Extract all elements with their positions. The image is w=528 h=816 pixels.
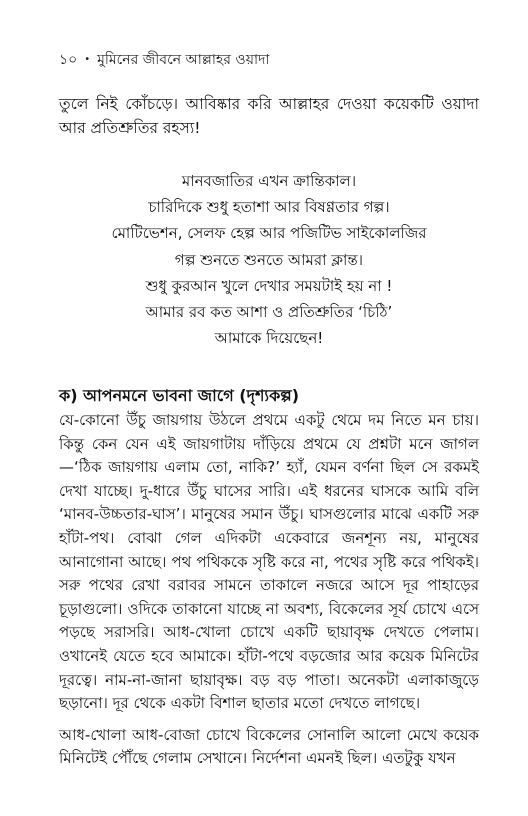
poem-line: আমার রব কত আশা ও প্রতিশ্রুতির ‘চিঠি’ — [145, 303, 393, 322]
page-number: ১০ — [59, 52, 78, 68]
poem-line: চারিদিকে শুধু হতাশা আর বিষণ্ণতার গল্প। — [148, 198, 390, 217]
poem-line: আমাকে দিয়েছেন! — [214, 329, 324, 348]
section-body — [59, 409, 479, 779]
poem-line: মোটিভেশন, সেলফ হেল্প আর পজিটিভ সাইকোলজির — [111, 224, 427, 243]
running-header — [59, 50, 479, 70]
intro-paragraph: তুলে নিই কোঁচড়ে। আবিষ্কার করি আল্লাহর দেওয়া কয়েকটি ওয়াদা আর প্রতিশ্রুতির রহস্য! — [59, 95, 479, 137]
poem-block — [59, 168, 479, 351]
poem-line: শুধু কুরআন খুলে দেখার সময়টাই হয় না ! — [145, 276, 393, 295]
section-heading: ক) আপনমনে ভাবনা জাগে (দৃশ্যকল্প) — [59, 386, 300, 405]
poem-line: গল্প শুনতে শুনতে আমরা ক্লান্ত। — [174, 250, 364, 269]
body-paragraph: যে-কোনো উঁচু জায়গায় উঠলে প্রথমে একটু থেমে দম নিতে মন চায়। কিন্তু কেন যেন এই জায়গাটায় দাঁড়িয়ে প্রথমে যে প্রশ্নটা মনে জাগল—‘ঠিক জায়গায় এলাম তো, নাকি?’ হ্যাঁ, যেমন বর্ণনা ছিল সে রকমই দেখা যাচ্ছে। দু-ধারে উঁচু ঘাসের সারি। এই ধরনের ঘাসকে আমি বলি ‘মানব-উচ্চতার-ঘাস’। মানুষের সমান উঁচু। ঘাসগুলোর মাঝে একটি সরু হাঁটা-পথ। বোঝা গেল এদিকটা একেবারে জনশূন্য নয়, মানুষের আনাগোনা আছে। পথ পথিককে সৃষ্টি করে না, পথের সৃষ্টি করে পথিকই। সরু পথের রেখা বরাবর সামনে তাকালে নজরে আসে দূর পাহাড়ের চূড়াগুলো। ওদিকে তাকানো যাচ্ছে না অবশ্য, বিকেলের সূর্য চোখে এসে পড়ছে সরাসরি। আধ-খোলা চোখে একটি ছায়াবৃক্ষ দেখতে পেলাম। ওখানেই যেতে হবে আমাকে। হাঁটা-পথে বড়জোর আর কয়েক মিনিটের দূরত্বে। নাম-না-জানা ছায়াবৃক্ষ। বড় বড় পাতা। অনেকটা এলাকাজুড়ে ছড়ানো। দূর থেকে একটা বিশাল ছাতার মতো দেখতে লাগছে। — [59, 411, 479, 713]
header-bullet: • — [84, 54, 91, 65]
book-title: মুমিনের জীবনে আল্লাহর ওয়াদা — [97, 52, 270, 68]
poem-line: মানবজাতির এখন ক্রান্তিকাল। — [181, 172, 357, 190]
body-paragraph: আধ-খোলা আধ-বোজা চোখে বিকেলের সোনালি আলো মেখে কয়েক মিনিটেই পৌঁছে গেলাম সেখানে। নির্দেশনা এমনই ছিল। এতটুকু যখন — [59, 725, 479, 768]
